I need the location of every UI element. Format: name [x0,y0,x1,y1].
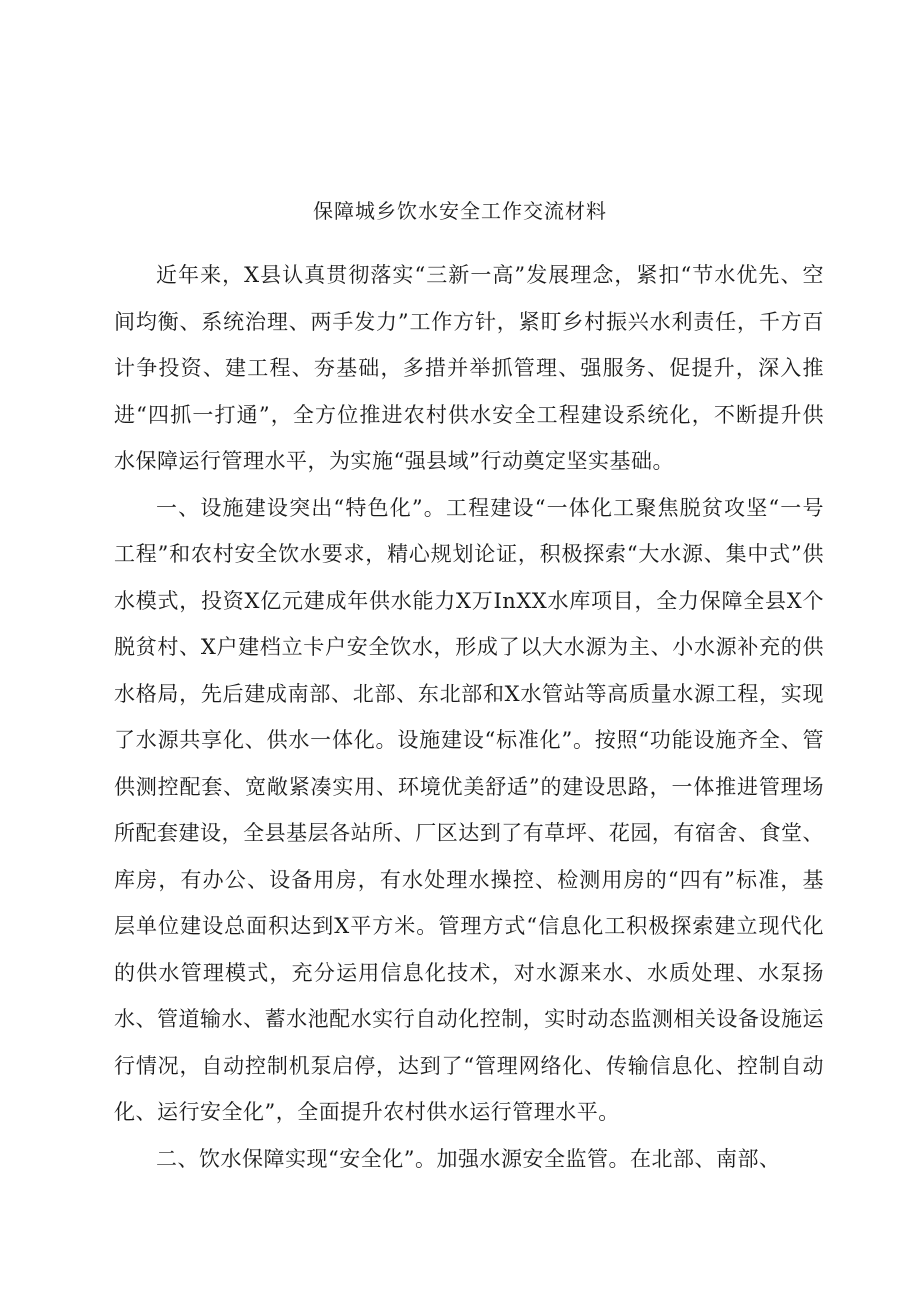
document-title: 保障城乡饮水安全工作交流材料 [313,199,607,223]
paragraph-facilities: 一、设施建设突出“特色化”。工程建设“一体化工聚焦脱贫攻坚“一号工程”和农村安全饮水要求，精心规划论证，积极探索“大水源、集中式”供水模式，投资X亿元建成年供水能力X万InXX水库项目，全力保障全县X个脱贫村、X户建档立卡户安全饮水，形成了以大水源为主、小水源补充的供水格局，先后建成南部、北部、东北部和X水管站等高质量水源工程，实现了水源共享化、供水一体化。设施建设“标准化”。按照“功能设施齐全、管供测控配套、宽敞紧凑实用、环境优美舒适”的建设思路，一体推进管理场所配套建设，全县基层各站所、厂区达到了有草坪、花园，有宿舍、食堂、库房，有办公、设备用房，有水处理水操控、检测用房的“四有”标准，基层单位建设总面积达到X平方米。管理方式“信息化工积极探索建立现代化的供水管理模式，充分运用信息化技术，对水源来水、水质处理、水泵扬水、管道输水、蓄水池配水实行自动化控制，实时动态监测相关设备设施运行情况，自动控制机泵启停，达到了“管理网络化、传输信息化、控制自动化、运行安全化”，全面提升农村供水运行管理水平。 [114,495,824,1124]
paragraph-intro: 近年来，X县认真贯彻落实“三新一高”发展理念，紧扣“节水优先、空间均衡、系统治理、两手发力”工作方针，紧盯乡村振兴水利责任，千方百计争投资、建工程、夯基础，多措并举抓管理、强服务、促提升，深入推进“四抓一打通”，全方位推进农村供水安全工程建设系统化，不断提升供水保障运行管理水平，为实施“强县域”行动奠定坚实基础。 [114,263,824,473]
paragraph-safety: 二、饮水保障实现“安全化”。加强水源安全监管。在北部、南部、 [156,1146,781,1171]
document-body [114,252,824,1182]
